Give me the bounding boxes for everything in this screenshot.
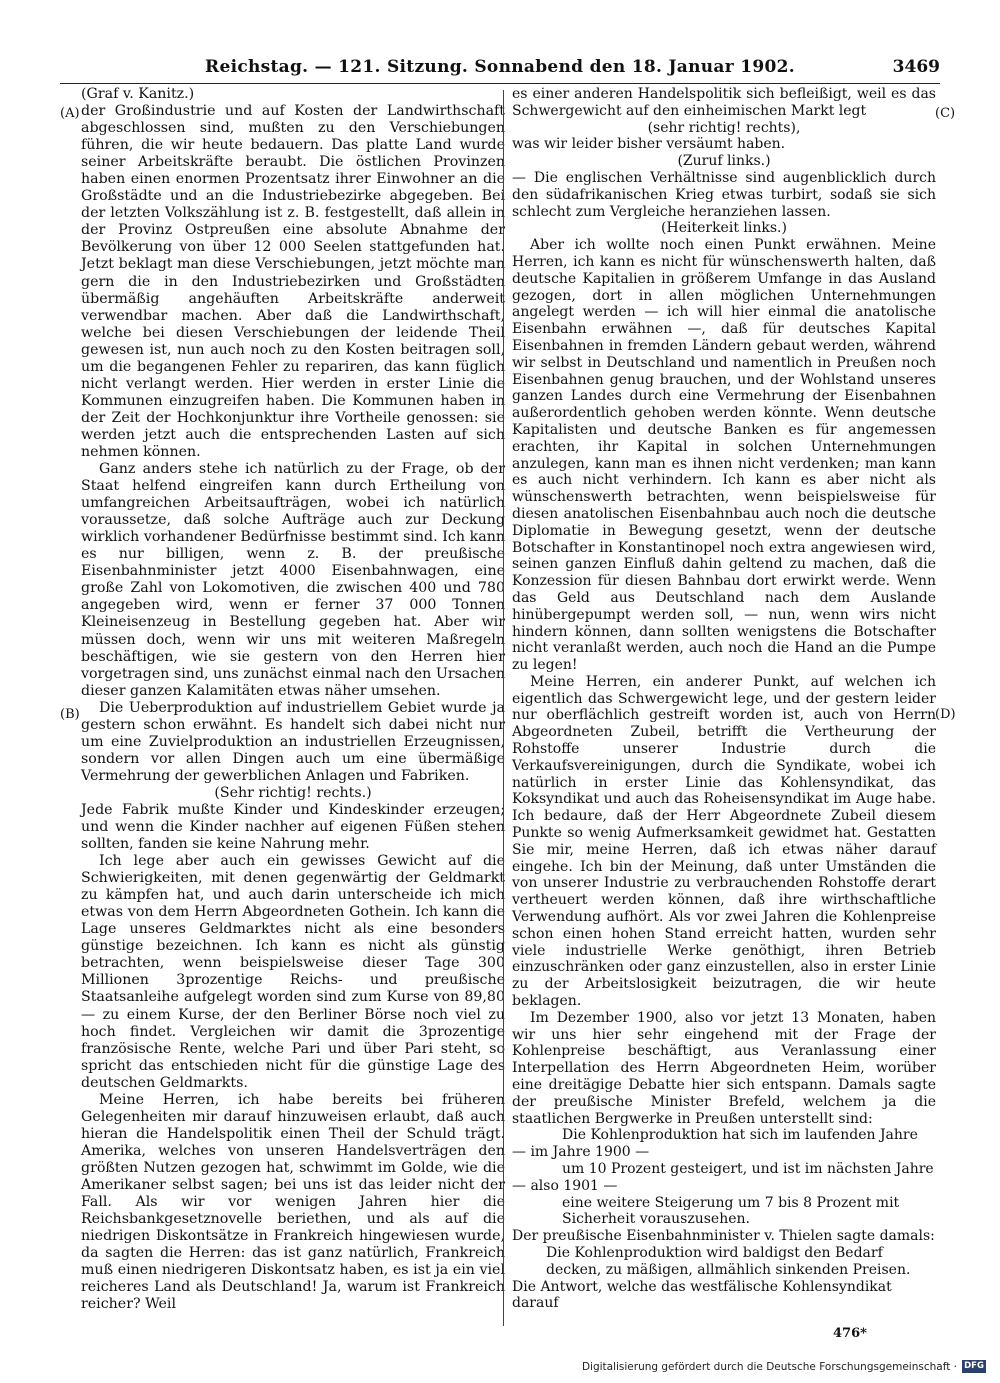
paragraph: der Großindustrie und auf Kosten der Landwirthschaft abgeschlossen sind, mußten zu den Verschiebungen führen, die wir heute bedauern. Das platte Land wurde seiner Arbeitskräfte beraubt. Die östlichen Provinzen haben einen enormen Prozentsatz ihrer Einwohner an die Großstädte und an die Industriebezirke abgegeben. Bei der letzten Volkszählung ist z. B. festgestellt, daß allein in der Provinz Ostpreußen eine absolute Abnahme der Bevölkerung von über 12 000 Seelen stattgefunden hat. Jetzt beklagt man diese Verschiebungen, jetzt möchte man gern die in den Industriebezirken und Großstädten übermäßig angehäuften Arbeitskräfte anderweit verwendbar machen. Aber daß die Landwirthschaft, welche bei diesen Verschiebungen der leidende Theil gewesen ist, nun auch noch zu den Kosten beitragen soll, um die begangenen Fehler zu repariren, das kann füglich nicht verlangt werden. Hier werden in erster Linie die Kommunen einzugreifen haben. Die Kommunen haben in der Zeit der Hochkonjunktur ihre Vortheile genossen: sie werden jetzt auch die entsprechenden Lasten auf sich nehmen können. <box>81 103 505 460</box>
paragraph: Die Kohlenproduktion wird baldigst den Bedarf decken, zu mäßigen, allmählich sinkenden Preisen. <box>546 1244 911 1278</box>
paragraph: Meine Herren, ich habe bereits bei früheren Gelegenheiten mir darauf hinzuweisen erlaubt, daß auch hieran die Handelspolitik einen Theil der Schuld trägt. Amerika, welches von unseren Handelsverträgen den größten Nutzen gezogen hat, schwimmt im Golde, wie die Amerikaner selbst sagen; bei uns ist das leider nicht der Fall. Als wir vor wenigen Jahren hier die Reichsbankgesetznovelle beriethen, und als auf die niedrigen Diskontsätze in Frankreich hingewiesen wurde, da sagten die Herren: das ist ganz natürlich, Frankreich muß einen niedrigeren Diskontsatz haben, es ist ja ein viel reicheres Land als Deutschland! Ja, warum ist Frankreich reicher? Weil <box>81 1091 505 1313</box>
column-divider <box>503 90 504 1326</box>
running-title: Reichstag. — 121. Sitzung. Sonnabend den 18. Januar 1902. <box>205 57 795 77</box>
paragraph: es einer anderen Handelspolitik sich befleißigt, weil es das Schwergewicht auf den einheimischen Markt legt <box>512 86 936 119</box>
margin-marker-c: (C) <box>935 106 956 121</box>
page-header <box>60 55 940 84</box>
paragraph: Der preußische Eisenbahnminister v. Thielen sagte damals: <box>512 1228 935 1245</box>
margin-marker-d: (D) <box>935 707 956 722</box>
paragraph: — im Jahre 1900 — <box>512 1144 650 1161</box>
margin-marker-a: (A) <box>60 106 80 121</box>
paragraph: (Graf v. Kanitz.) <box>81 86 195 102</box>
paragraph: — Die englischen Verhältnisse sind augenblicklich durch den südafrikanischen Krieg etwas turbirt, sodaß sie sich schlecht zum Vergleiche heranziehen lassen. <box>512 169 936 220</box>
paragraph: (Sehr richtig! rechts.) <box>214 784 372 801</box>
paragraph: Meine Herren, ein anderer Punkt, auf welchen ich eigentlich das Schwergewicht lege, und der gestern leider nur oberflächlich gestreift worden ist, auch von Herrn Abgeordneten Zubeil, betrifft die Vertheurung der Rohstoffe unserer Industrie durch die Verkaufsvereinigungen, durch die Syndikate, wobei ich natürlich in erster Linie das Kohlensyndikat, das Koksyndikat und auch das Roheisensyndikat im Auge habe. Ich bedaure, daß der Herr Abgeordnete Zubeil diesem Punkte so wenig Aufmerksamkeit gewidmet hat. Gestatten Sie mir, meine Herren, daß ich etwas näher darauf eingehe. Ich bin der Meinung, daß unter Umständen die von unserer Industrie zu verbrauchenden Rohstoffe derart vertheuert werden können, daß ihre wirthschaftliche Verwendung aufhört. Als vor zwei Jahren die Kohlenpreise schon einen hohen Stand erreicht hatten, wurden sehr viele industrielle Werke genöthigt, ihren Betrieb einzuschränken oder ganz einzustellen, also in erster Linie zu der Arbeitslosigkeit beizutragen, die wir heute beklagen. <box>512 673 936 1010</box>
dfg-logo: DFG <box>962 1360 986 1373</box>
paragraph: Im Dezember 1900, also vor jetzt 13 Monaten, haben wir uns hier sehr eingehend mit der Frage der Kohlenpreise beschäftigt, aus Veranlassung einer Interpellation des Herrn Abgeordneten Heim, worüber eine dreitägige Debatte hier sich entspann. Damals sagte der preußische Minister Brefeld, welchem ja die staatlichen Bergwerke in Preußen unterstellt sind: <box>512 1009 936 1127</box>
margin-marker-b: (B) <box>60 707 80 722</box>
paragraph: (Heiterkeit links.) <box>661 220 787 237</box>
paragraph: (Zuruf links.) <box>677 153 771 170</box>
paragraph: Die Antwort, welche das westfälische Kohlensyndikat darauf <box>512 1278 892 1312</box>
right-text-column <box>512 86 936 1312</box>
paragraph: — also 1901 — <box>512 1177 618 1194</box>
credit-text: Digitalisierung gefördert durch die Deutsche Forschungsgemeinschaft · <box>581 1360 957 1373</box>
paragraph: um 10 Prozent gesteigert, und ist im nächsten Jahre <box>562 1161 934 1177</box>
left-text-column <box>81 86 505 1313</box>
paragraph: Die Kohlenproduktion hat sich im laufenden Jahre <box>562 1127 918 1144</box>
page-number: 3469 <box>892 57 940 77</box>
paragraph: (sehr richtig! rechts), <box>647 119 801 136</box>
paragraph: Die Ueberproduktion auf industriellem Gebiet wurde ja gestern schon erwähnt. Es handelt sich dabei nicht nur um eine Zuvielproduktion an industriellen Erzeugnissen, sondern vor allen Dingen auch um eine übermäßige Vermehrung der gewerblichen Anlagen und Fabriken. <box>81 699 505 784</box>
digitization-credit <box>582 1360 986 1373</box>
paragraph: Aber ich wollte noch einen Punkt erwähnen. Meine Herren, ich kann es nicht für wünschenswerth halten, daß deutsche Kapitalien in größerem Umfange in das Ausland gezogen, dort in allen möglichen Unternehmungen angelegt werden — ich will hier einmal die anatolische Eisenbahn erwähnen —, daß für deutsches Kapital Eisenbahnen in fremden Ländern gebaut werden, während wir selbst in Deutschland und namentlich in Preußen noch Eisenbahnen genug brauchen, und der Wohlstand unseres ganzen Landes durch eine Vermehrung der Eisenbahnen außerordentlich gehoben werden könnte. Wenn deutsche Kapitalisten und deutsche Banken es für angemessen erachten, ihr Kapital in solchen Unternehmungen anzulegen, kann man es ihnen nicht verdenken; man kann es auch nicht verhindern. Ich kann es aber nicht als wünschenswerth betrachten, wenn beispielsweise für diesen anatolischen Eisenbahnbau auch noch die deutsche Diplomatie in Bewegung gesetzt, wenn der deutsche Botschafter in Konstantinopel noch extra angewiesen wird, seinen ganzen Einfluß dahin geltend zu machen, daß die Konzession für diesen Bahnbau dort erwirkt werde. Wenn das Geld aus Deutschland nach dem Auslande hinübergepumpt werden soll, — nun, wenn wirs nicht hindern können, dann sollten wenigstens die Botschafter nicht veranlaßt werden, auch noch die Hand an die Pumpe zu legen! <box>512 237 936 674</box>
paragraph: Ich lege aber auch ein gewisses Gewicht auf die Schwierigkeiten, mit denen gegenwärtig der Geldmarkt zu kämpfen hat, und auch darin unterscheide ich mich etwas von dem Herrn Abgeordneten Gothein. Ich kann die Lage unseres Geldmarktes nicht als eine besonders günstige bezeichnen. Ich kann es nicht als günstig betrachten, wenn beispielsweise dieser Tage 300 Millionen 3prozentige Reichs- und preußische Staatsanleihe aufgelegt worden sind zum Kurse von 89,80 — zu einem Kurse, der den Berliner Börse noch viel zu hoch findet. Vergleichen wir damit die 3prozentige französische Rente, welche Pari und über Pari steht, so spricht das entschieden nicht für die günstige Lage des deutschen Geldmarkts. <box>81 853 505 1091</box>
paragraph: Ganz anders stehe ich natürlich zu der Frage, ob der Staat helfend eingreifen kann durch Ertheilung von umfangreichen Arbeitsaufträgen, wobei ich natürlich voraussetze, daß solche Aufträge auch zur Deckung wirklich vorhandener Bedürfnisse bestimmt sind. Ich kann es nur billigen, wenn z. B. der preußische Eisenbahnminister jetzt 4000 Eisenbahnwagen, eine große Zahl von Lokomotiven, die zwischen 400 und 780 angegeben wird, wenn er ferner 37 000 Tonnen Kleineisenzeug in Bestellung gegeben hat. Aber wir müssen doch, wenn wir uns mit weiteren Maßregeln beschäftigen, wie sie gestern von den Herren hier vorgetragen sind, uns zunächst einmal nach den Ursachen dieser ganzen Kalamitäten etwas näher umsehen. <box>81 461 505 699</box>
signature-mark: 476* <box>833 1326 867 1341</box>
paragraph: was wir leider bisher versäumt haben. <box>512 136 786 153</box>
paragraph: Jede Fabrik mußte Kinder und Kindeskinder erzeugen; und wenn die Kinder nachher auf eigenen Füßen stehen sollten, fanden sie keine Nahrung mehr. <box>81 801 505 853</box>
paragraph: eine weitere Steigerung um 7 bis 8 Prozent mit Sicherheit vorauszusehen. <box>562 1194 900 1228</box>
